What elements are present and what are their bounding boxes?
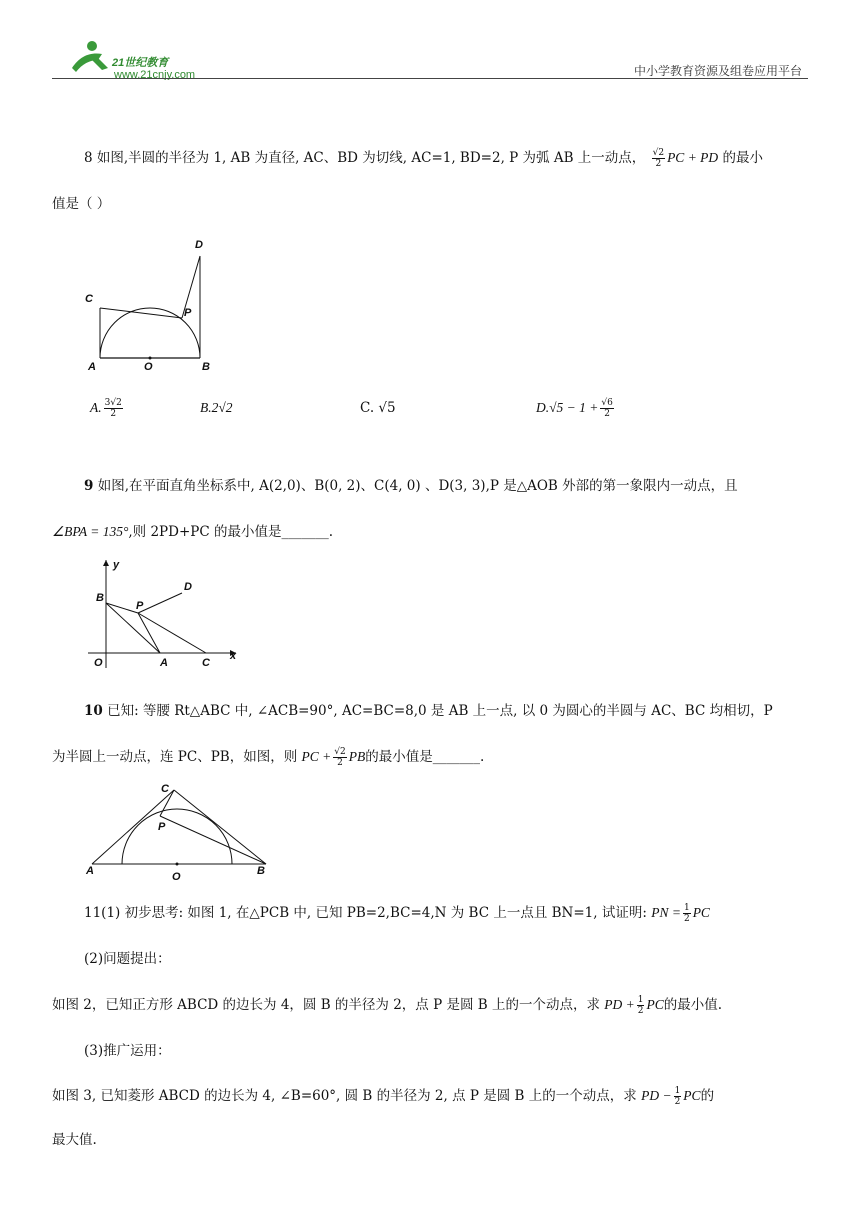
q8-option-d-num: √6 bbox=[601, 398, 613, 408]
q8-figure bbox=[80, 232, 230, 381]
q10-expr-pc: PC + bbox=[301, 749, 332, 764]
q9-figure bbox=[84, 556, 244, 675]
q11-part3-title: (3)推广运用： bbox=[84, 1043, 171, 1059]
header-site-name: 中小学教育资源及组卷应用平台 bbox=[633, 64, 802, 78]
q9-stem bbox=[84, 476, 738, 496]
q8-fraction bbox=[652, 148, 665, 169]
q9-label-p: P bbox=[136, 600, 144, 612]
q10-label-o: O bbox=[172, 871, 181, 880]
q10-frac-num: √2 bbox=[334, 747, 346, 757]
q8-label-a: A bbox=[88, 361, 96, 373]
q9-stem-line2 bbox=[52, 522, 333, 542]
q9-label-y: y bbox=[113, 559, 120, 571]
q8-label-b: B bbox=[202, 361, 210, 373]
q9-number: 9 bbox=[84, 478, 94, 494]
q8-label-d: D bbox=[195, 239, 203, 251]
q9-label-x: x bbox=[230, 650, 237, 662]
q11-part3-text: 如图 3, 已知菱形 ABCD 的边长为 4, ∠B=60°, 圆 B 的半径为 2, 点 P 是圆 B 上的一个动点，求 bbox=[52, 1088, 637, 1104]
q10-number: 10 bbox=[84, 703, 103, 719]
q11-part2-text: 如图 2，已知正方形 ABCD 的边长为 4，圆 B 的半径为 2，点 P 是圆 B 上的一个动点，求 bbox=[52, 997, 600, 1013]
q8-tail: 的最小 bbox=[722, 150, 763, 166]
q8-text: 8 如图,半圆的半径为 1, AB 为直径, AC、BD 为切线, AC=1, BD=2, P 为弧 AB 上一动点， bbox=[84, 150, 646, 166]
q11-part1-den: 2 bbox=[683, 914, 690, 924]
svg-text:www.21cnjy.com: www.21cnjy.com bbox=[114, 69, 196, 80]
q11-part2-num: 1 bbox=[637, 995, 644, 1005]
q8-frac-num: √2 bbox=[652, 148, 665, 158]
q10-label-b: B bbox=[257, 865, 265, 877]
q11-part2-rhs: PC bbox=[646, 997, 664, 1012]
q11-part1 bbox=[84, 903, 710, 924]
q8-frac-den: 2 bbox=[655, 159, 662, 169]
q11-part1-lhs: PN = bbox=[651, 905, 681, 920]
q9-angle: ∠BPA = 135° bbox=[52, 524, 129, 539]
q10-line2-pre: 为半圆上一动点，连 PC、PB，如图，则 bbox=[52, 749, 298, 765]
q11-part2-title: (2)问题提出： bbox=[84, 951, 171, 967]
q10-stem bbox=[84, 701, 773, 721]
q11-part2-tail: 的最小值. bbox=[663, 997, 723, 1013]
q11-part2-den: 2 bbox=[637, 1006, 644, 1016]
q11-part2 bbox=[52, 995, 722, 1016]
q10-line2-tail: 的最小值是_______. bbox=[365, 749, 485, 765]
q10-label-a: A bbox=[86, 865, 94, 877]
q11-part3-lhs: PD − bbox=[641, 1088, 672, 1103]
q10-expr-pb: PB bbox=[348, 749, 366, 764]
q8-label-o: O bbox=[144, 361, 153, 373]
q8-option-d bbox=[536, 398, 616, 419]
q11-part3-num: 1 bbox=[674, 1086, 681, 1096]
q11-part3-den: 2 bbox=[674, 1097, 681, 1107]
q11-part3 bbox=[52, 1086, 714, 1107]
q11-part1-num: 1 bbox=[683, 903, 690, 913]
q9-label-b: B bbox=[96, 592, 104, 604]
site-logo bbox=[62, 38, 232, 80]
q9-line2-rest: ,则 2PD+PC 的最小值是_______. bbox=[128, 524, 334, 540]
q10-label-p: P bbox=[158, 821, 166, 833]
q9-label-a: A bbox=[160, 657, 168, 669]
q11-part3-rhs: PC bbox=[683, 1088, 701, 1103]
q10-figure bbox=[82, 780, 272, 884]
q9-label-d: D bbox=[184, 581, 192, 593]
q11-part1-text: 11(1) 初步思考: 如图 1, 在△PCB 中, 已知 PB=2,BC=4,N 为 BC 上一点且 BN=1, 试证明: bbox=[84, 905, 647, 921]
q10-frac-den: 2 bbox=[337, 758, 343, 768]
q8-stem bbox=[84, 148, 763, 169]
header-divider bbox=[52, 78, 808, 79]
q9-label-o: O bbox=[94, 657, 103, 669]
q8-option-a-num: 3√2 bbox=[104, 398, 122, 408]
q8-label-p: P bbox=[184, 307, 192, 319]
q11-part1-rhs: PC bbox=[692, 905, 710, 920]
q10-label-c: C bbox=[161, 783, 169, 795]
q8-stem-line2: 值是（ ） bbox=[52, 196, 111, 212]
q10-text: 已知: 等腰 Rt△ABC 中, ∠ACB=90°, AC=BC=8,0 是 AB 上一点, 以 0 为圆心的半圆与 AC、BC 均相切，P bbox=[102, 703, 773, 719]
svg-text:21世纪教育: 21世纪教育 bbox=[112, 57, 169, 69]
q8-option-d-den: 2 bbox=[604, 409, 610, 419]
q8-option-c: C. √5 bbox=[360, 400, 396, 416]
q10-stem-line2 bbox=[52, 747, 484, 768]
q8-expression: PC + PD bbox=[667, 150, 719, 165]
q8-label-c: C bbox=[85, 293, 93, 305]
q8-option-b: B.2√2 bbox=[200, 400, 233, 415]
q9-label-c: C bbox=[202, 657, 210, 669]
q11-part2-lhs: PD + bbox=[604, 997, 635, 1012]
q8-option-d-label: D.√5 − 1 + bbox=[536, 400, 599, 415]
q11-part3-tail: 的 bbox=[700, 1088, 715, 1104]
q11-part3-line2: 最大值. bbox=[52, 1132, 97, 1148]
q8-option-a bbox=[90, 398, 125, 419]
q9-text: 如图,在平面直角坐标系中, A(2,0)、B(0, 2)、C(4, 0) 、D(3, 3),P 是△AOB 外部的第一象限内一动点，且 bbox=[93, 478, 738, 494]
q8-option-a-label: A. bbox=[90, 400, 102, 415]
q8-option-a-den: 2 bbox=[110, 409, 117, 419]
